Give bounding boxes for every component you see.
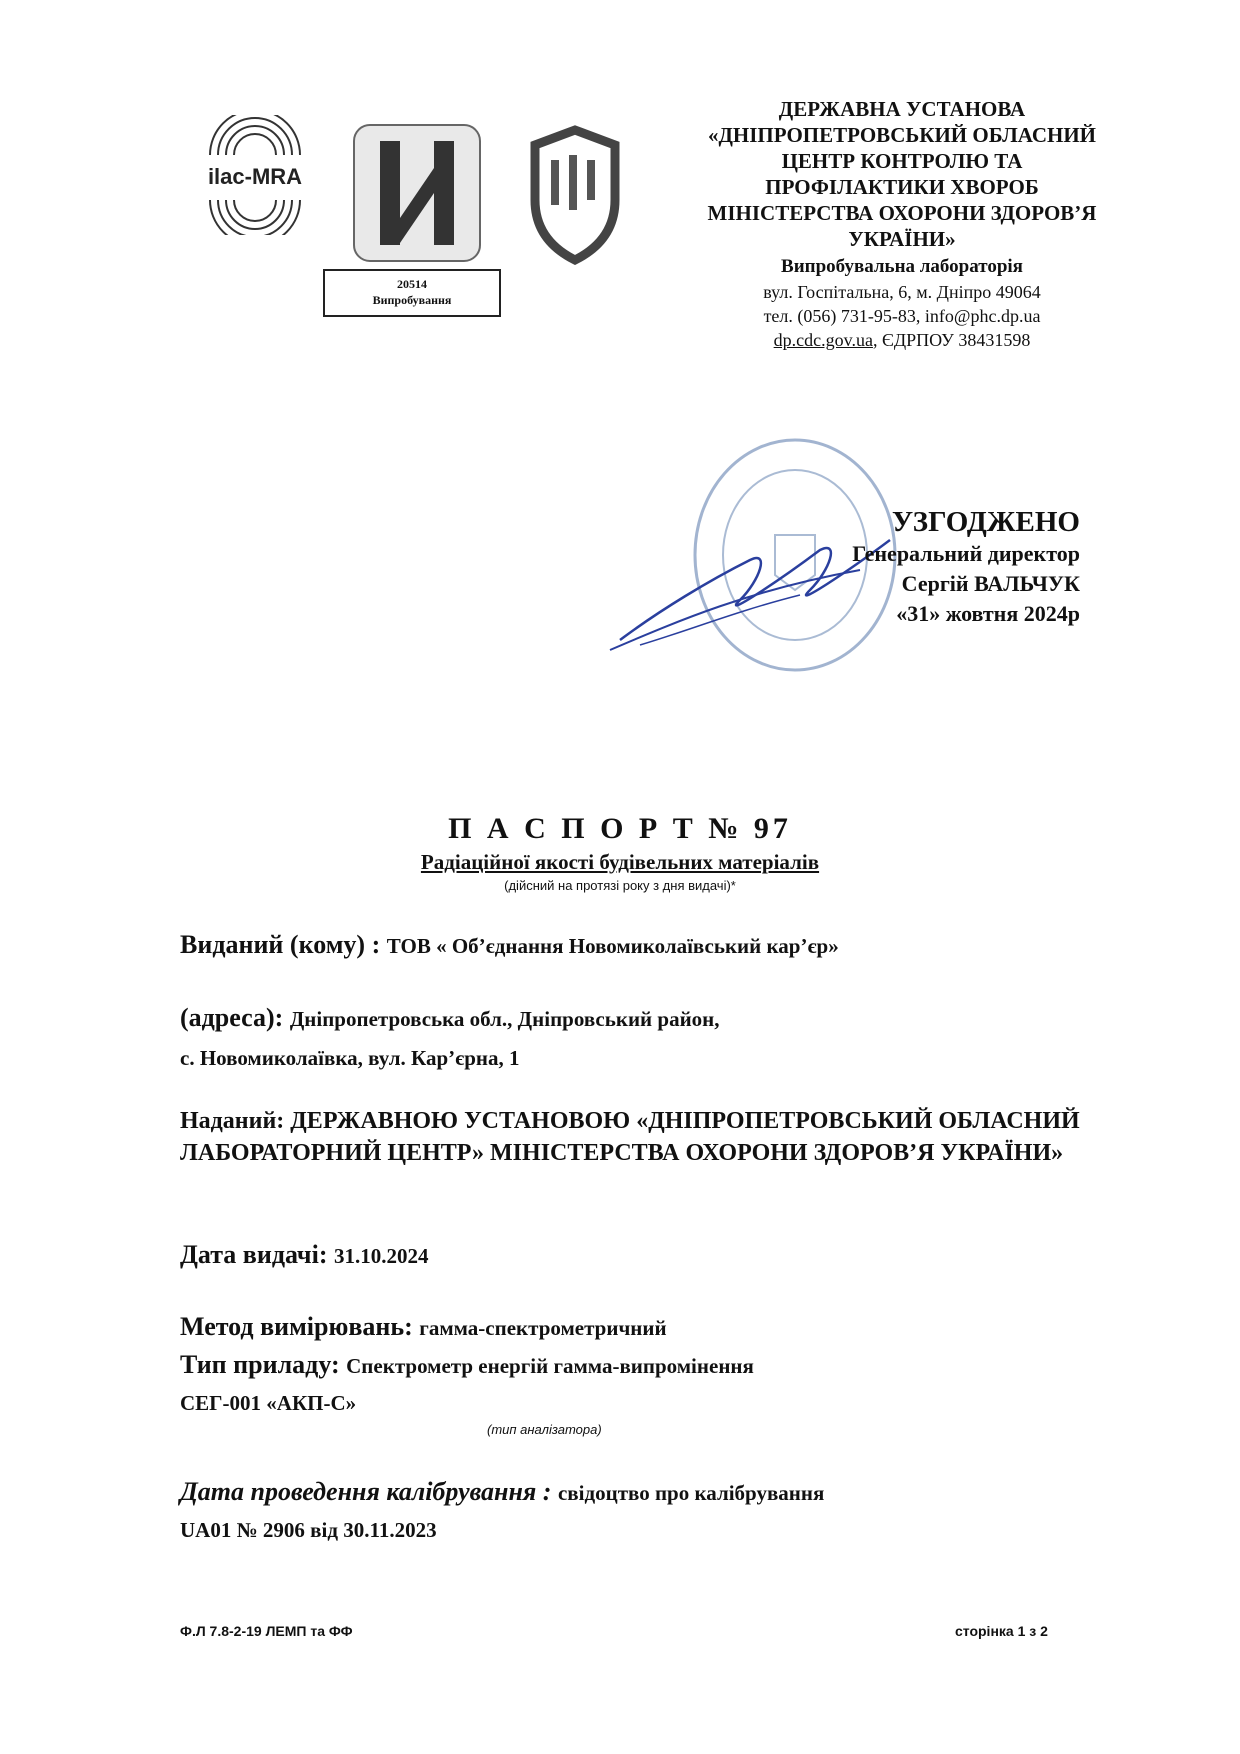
issued-to-value: ТОВ « Об’єднання Новомиколаївський кар’єр» xyxy=(386,934,839,958)
device-model: СЕГ-001 «АКП-С» xyxy=(180,1391,357,1415)
issue-date-label: Дата видачі: xyxy=(180,1240,334,1269)
accreditation-box xyxy=(323,269,501,317)
method-device-block xyxy=(180,1310,1130,1420)
org-name-line-4: ПРОФІЛАКТИКИ ХВОРОБ xyxy=(765,175,1039,199)
address-block xyxy=(180,1000,1080,1076)
edrpou: , ЄДРПОУ 38431598 xyxy=(872,330,1031,350)
approval-position: Генеральний директор xyxy=(852,541,1080,566)
device-value: Спектрометр енергій гамма-випромінення xyxy=(346,1354,754,1378)
calibration-label: Дата проведення калібрування : xyxy=(180,1477,558,1506)
org-name-line-1: ДЕРЖАВНА УСТАНОВА xyxy=(778,97,1026,121)
device-label: Тип приладу: xyxy=(180,1350,347,1379)
provided-by-value: ДЕРЖАВНОЮ УСТАНОВОЮ «ДНІПРОПЕТРОВСЬКИЙ ОБЛАСНИЙ ЛАБОРАТОРНИЙ ЦЕНТР» МІНІСТЕРСТВА ОХОРОНИ ЗДОРОВ’Я УКРАЇНИ» xyxy=(180,1108,1080,1166)
org-name-line-5: МІНІСТЕРСТВА ОХОРОНИ ЗДОРОВ’Я xyxy=(707,201,1097,225)
n-accreditation-logo xyxy=(352,123,482,263)
website-link[interactable]: dp.cdc.gov.ua xyxy=(773,330,873,350)
lab-name: Випробувальна лабораторія xyxy=(781,256,1023,277)
issued-to xyxy=(180,930,1130,960)
issue-date xyxy=(180,1240,428,1270)
approval-date: «31» жовтня 2024р xyxy=(896,601,1080,626)
ilac-mra-logo xyxy=(190,115,320,235)
issue-date-value: 31.10.2024 xyxy=(333,1244,429,1268)
accreditation-number: 20514 xyxy=(397,277,427,291)
org-name-line-6: УКРАЇНИ» xyxy=(848,227,956,251)
passport-subtitle-wrap xyxy=(0,850,1240,875)
org-web-line xyxy=(642,328,1162,352)
approval-person: Сергій ВАЛЬЧУК xyxy=(901,571,1080,596)
org-contacts: тел. (056) 731-95-83, info@phc.dp.ua xyxy=(763,306,1041,326)
calibration-certificate: UA01 № 2906 від 30.11.2023 xyxy=(180,1518,437,1542)
org-name-line-3: ЦЕНТР КОНТРОЛЮ ТА xyxy=(781,149,1023,173)
method-value: гамма-спектрометричний xyxy=(419,1316,667,1340)
provided-by xyxy=(180,1105,1160,1169)
approval-heading: УЗГОДЖЕНО xyxy=(891,506,1080,538)
org-name-line-2: «ДНІПРОПЕТРОВСЬКИЙ ОБЛАСНИЙ xyxy=(707,123,1097,147)
passport-subtitle: Радіаційної якості будівельних матеріалів xyxy=(420,850,820,874)
analyzer-note: (тип аналізатора) xyxy=(487,1422,602,1437)
approval-block xyxy=(740,505,1080,629)
passport-title: П А С П О Р Т № 97 xyxy=(448,812,792,845)
method-label: Метод вимірювань: xyxy=(180,1312,420,1341)
accreditation-scope: Випробування xyxy=(372,293,452,307)
org-address: вул. Госпітальна, 6, м. Дніпро 49064 xyxy=(763,282,1041,302)
validity-note: (дійсний на протязі року з дня видачі)* xyxy=(504,878,736,893)
footer-page-number: сторінка 1 з 2 xyxy=(955,1623,1048,1639)
address-line-2: с. Новомиколаївка, вул. Кар’єрна, 1 xyxy=(180,1046,520,1070)
shield-icon xyxy=(525,125,625,265)
address-label: (адреса): xyxy=(180,1003,290,1032)
ilac-mra-text: ilac-MRA xyxy=(207,164,303,189)
calibration-value: свідоцтво про калібрування xyxy=(557,1481,825,1505)
calibration-block xyxy=(180,1475,1080,1547)
issued-to-label: Виданий (кому) : xyxy=(180,930,387,959)
footer-form-code: Ф.Л 7.8-2-19 ЛЕМП та ФФ xyxy=(180,1623,353,1639)
address-line-1: Дніпропетровська обл., Дніпровський район, xyxy=(289,1007,720,1031)
provided-by-label: Наданий: xyxy=(180,1108,291,1134)
organization-header xyxy=(642,96,1162,352)
